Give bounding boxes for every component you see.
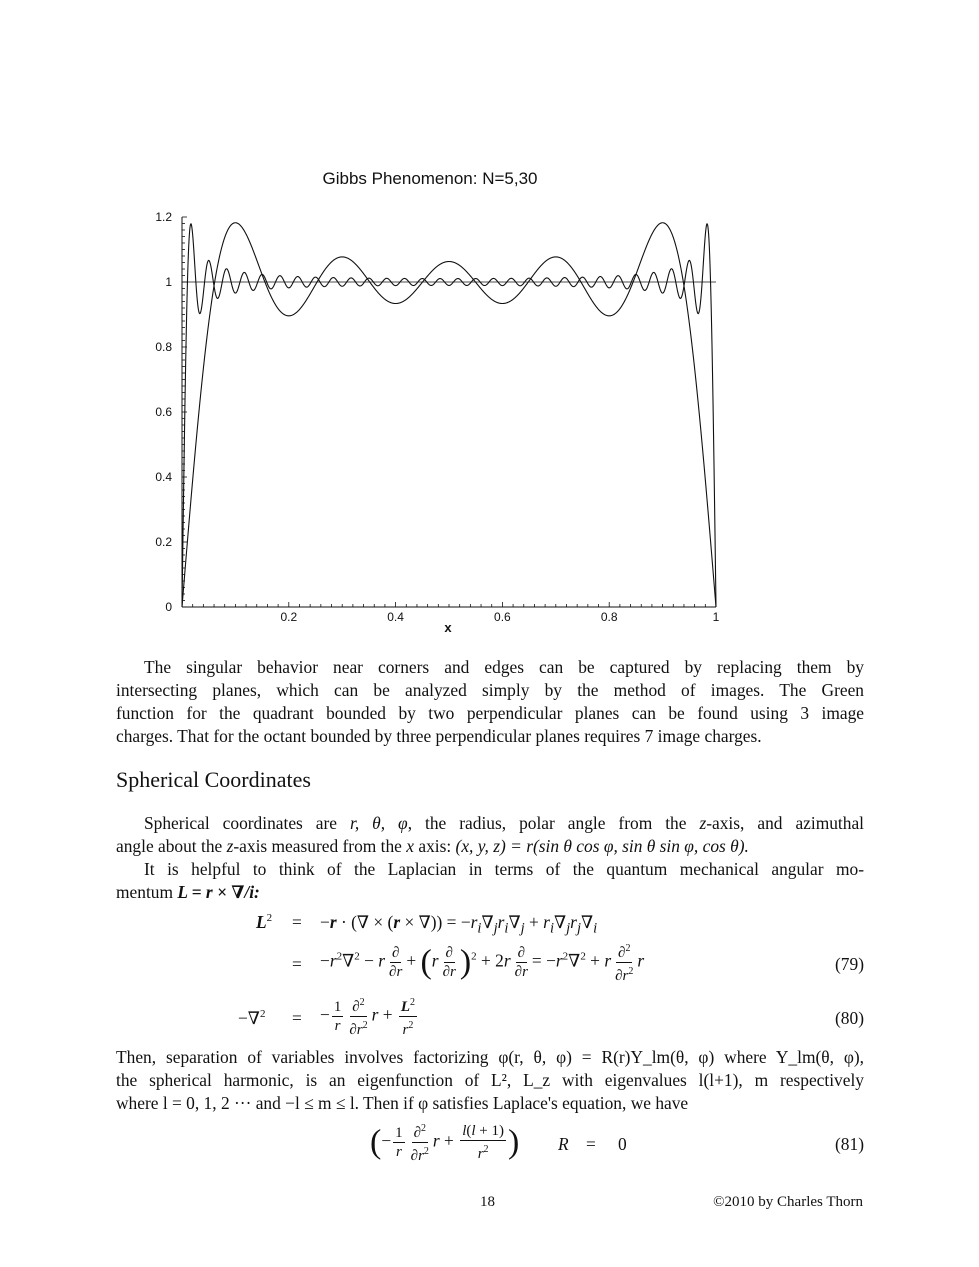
equation-80: −∇$^2$ = − $\frac{1}{r}$ $\frac{\partial^2}{\partial r^2}$ r + $\frac{L^2}{r^2}$ (80): [116, 994, 864, 1042]
paragraph-line: intersecting planes, which can be analyzed simply by the method of images. The Green: [116, 680, 864, 700]
paragraph-images: [116, 656, 864, 748]
equation-number: (79): [835, 954, 864, 974]
equation-81: (− $\frac{1}{r}$ $\frac{\partial^2}{\partial r^2}$ r + $\frac{l(l + 1)}{r^2}$ ) R = 0 (81): [116, 1120, 864, 1170]
paragraph-line: the spherical harmonic, is an eigenfunction of L², L_z with eigenvalues l(l+1), m respectively: [116, 1070, 864, 1090]
paragraph-line: Then, separation of variables involves factorizing φ(r, θ, φ) = R(r)Y_lm(θ, φ) where Y_lm(θ, φ),: [116, 1047, 864, 1067]
y-tick-label: 1.2: [155, 210, 172, 224]
paragraph-line: charges. That for the octant bounded by three perpendicular planes requires 7 image charges.: [116, 726, 762, 746]
paragraph-line: The singular behavior near corners and edges can be captured by replacing them by: [144, 657, 864, 677]
x-tick-label: 1: [712, 610, 720, 624]
x-tick-label: 0.6: [494, 610, 511, 624]
paragraph-line: mentum L = r × ∇/i:: [116, 882, 260, 902]
chart-curves: [182, 223, 716, 607]
paragraph-line: Spherical coordinates are r, θ, φ, the radius, polar angle from the z-axis, and azimuthal: [144, 813, 865, 833]
section-title: Spherical Coordinates: [116, 767, 311, 792]
paragraph-spherical: [116, 812, 864, 904]
chart-canvas: [120, 160, 860, 640]
x-tick-label: 0.4: [387, 610, 404, 624]
paragraph-line: where l = 0, 1, 2 ··· and −l ≤ m ≤ l. Then if φ satisfies Laplace's equation, we have: [116, 1093, 689, 1113]
x-tick-label: 0.8: [600, 610, 618, 624]
y-tick-label: 0.8: [155, 340, 172, 354]
y-tick-label: 0: [165, 600, 172, 614]
paragraph-separation: [116, 1046, 864, 1115]
y-tick-label: 0.2: [155, 535, 172, 549]
page-number: 18: [480, 1194, 495, 1210]
paragraph-line: angle about the z-axis measured from the x axis: (x, y, z) = r(sin θ cos φ, sin θ sin φ, cos θ).: [116, 836, 749, 856]
equation-number: (81): [835, 1134, 864, 1154]
y-tick-label: 0.4: [155, 470, 172, 484]
chart-xlabel: x: [444, 620, 452, 635]
paragraph-line: function for the quadrant bounded by two perpendicular planes can be found using 3 image: [116, 703, 864, 723]
x-tick-label: 0.2: [280, 610, 298, 624]
chart-title: Gibbs Phenomenon: N=5,30: [322, 169, 538, 188]
y-tick-label: 0.6: [155, 405, 172, 419]
y-tick-label: 1: [165, 275, 172, 289]
equation-79-line2: = $-r^2\nabla^2 - r$ $\frac{\partial}{\partial r}$ + (r $\frac{\partial}{\partial r}$ )$^2$ + 2r $\frac{\partial}{\partial r}$ = $-r^2\nabla^2 + r$ $\frac{\partial^2}{\partial r^2}$ r (79): [116, 940, 864, 992]
chart-axes: [155, 210, 719, 624]
paragraph-line: It is helpful to think of the Laplacian in terms of the quantum mechanical angular mo-: [144, 859, 864, 879]
copyright: ©2010 by Charles Thorn: [713, 1194, 863, 1210]
series-line-N5: [182, 223, 716, 607]
equation-number: (80): [835, 1008, 864, 1028]
gibbs-chart: [120, 160, 860, 640]
series-line-N30: [182, 224, 716, 607]
